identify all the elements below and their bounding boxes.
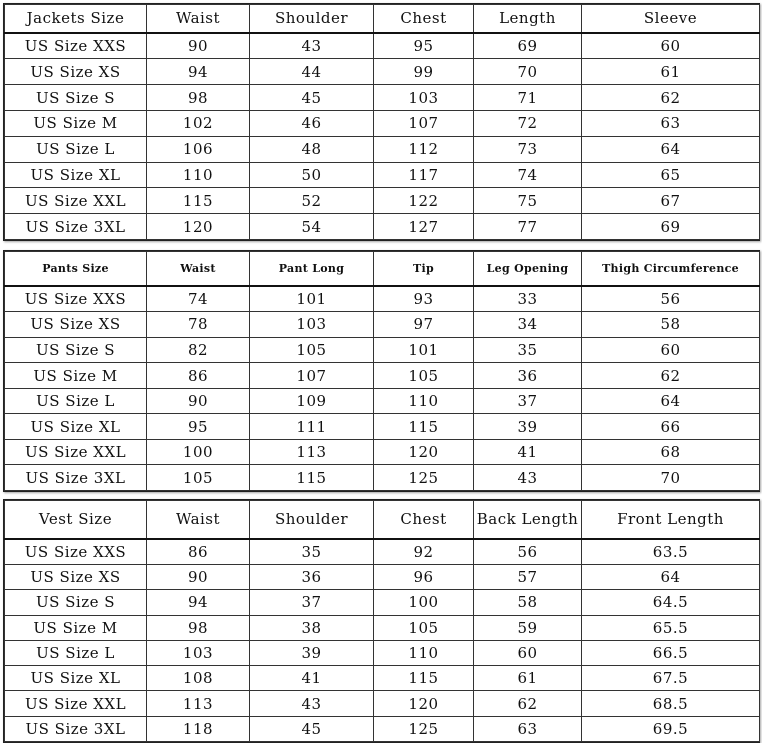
measurement-cell: 36 <box>474 363 582 389</box>
measurement-cell: 98 <box>147 615 250 640</box>
table-row <box>5 312 760 338</box>
measurement-cell: 61 <box>582 59 760 85</box>
size-label-cell: US Size XXS <box>5 33 147 59</box>
table-row <box>5 188 760 214</box>
measurement-cell: 52 <box>250 188 374 214</box>
vest-size-table <box>3 499 760 743</box>
table-row <box>5 162 760 188</box>
vest-table <box>4 500 760 742</box>
table-row <box>5 615 760 640</box>
measurement-cell: 56 <box>474 539 582 565</box>
measurement-cell: 95 <box>147 414 250 440</box>
measurement-cell: 78 <box>147 312 250 338</box>
measurement-cell: 70 <box>582 465 760 491</box>
measurement-cell: 90 <box>147 33 250 59</box>
size-label-cell: US Size XXL <box>5 691 147 716</box>
size-label-cell: US Size XXL <box>5 188 147 214</box>
table-row <box>5 214 760 240</box>
measurement-cell: 46 <box>250 111 374 137</box>
measurement-cell: 90 <box>147 564 250 589</box>
measurement-cell: 94 <box>147 590 250 615</box>
measurement-cell: 120 <box>374 691 474 716</box>
measurement-cell: 35 <box>250 539 374 565</box>
size-label-cell: US Size XL <box>5 162 147 188</box>
measurement-cell: 63 <box>582 111 760 137</box>
measurement-cell: 35 <box>474 337 582 363</box>
size-label-cell: US Size XL <box>5 666 147 691</box>
size-label-cell: US Size S <box>5 337 147 363</box>
measurement-cell: 39 <box>474 414 582 440</box>
pants-column-header: Leg Opening <box>474 252 582 286</box>
size-label-cell: US Size S <box>5 85 147 111</box>
size-label-cell: US Size XS <box>5 312 147 338</box>
vest-column-header: Shoulder <box>250 501 374 539</box>
measurement-cell: 100 <box>374 590 474 615</box>
table-row <box>5 111 760 137</box>
measurement-cell: 105 <box>250 337 374 363</box>
measurement-cell: 60 <box>582 33 760 59</box>
measurement-cell: 101 <box>250 286 374 312</box>
table-row <box>5 286 760 312</box>
measurement-cell: 44 <box>250 59 374 85</box>
measurement-cell: 54 <box>250 214 374 240</box>
measurement-cell: 68.5 <box>582 691 760 716</box>
measurement-cell: 103 <box>250 312 374 338</box>
measurement-cell: 56 <box>582 286 760 312</box>
measurement-cell: 99 <box>374 59 474 85</box>
measurement-cell: 74 <box>147 286 250 312</box>
jackets-column-header: Waist <box>147 5 250 33</box>
measurement-cell: 115 <box>374 414 474 440</box>
measurement-cell: 105 <box>374 615 474 640</box>
table-row <box>5 33 760 59</box>
measurement-cell: 108 <box>147 666 250 691</box>
measurement-cell: 64 <box>582 388 760 414</box>
measurement-cell: 90 <box>147 388 250 414</box>
size-label-cell: US Size L <box>5 640 147 665</box>
measurement-cell: 118 <box>147 716 250 741</box>
measurement-cell: 120 <box>147 214 250 240</box>
size-label-cell: US Size XXL <box>5 439 147 465</box>
measurement-cell: 62 <box>474 691 582 716</box>
measurement-cell: 127 <box>374 214 474 240</box>
jackets-table <box>4 4 760 240</box>
jackets-column-header: Shoulder <box>250 5 374 33</box>
measurement-cell: 92 <box>374 539 474 565</box>
measurement-cell: 107 <box>250 363 374 389</box>
measurement-cell: 38 <box>250 615 374 640</box>
table-row <box>5 414 760 440</box>
table-row <box>5 539 760 565</box>
pants-header-row <box>5 252 760 286</box>
measurement-cell: 115 <box>250 465 374 491</box>
measurement-cell: 71 <box>474 85 582 111</box>
vest-column-header: Front Length <box>582 501 760 539</box>
measurement-cell: 96 <box>374 564 474 589</box>
measurement-cell: 125 <box>374 465 474 491</box>
measurement-cell: 64.5 <box>582 590 760 615</box>
measurement-cell: 57 <box>474 564 582 589</box>
measurement-cell: 50 <box>250 162 374 188</box>
measurement-cell: 62 <box>582 363 760 389</box>
measurement-cell: 67 <box>582 188 760 214</box>
measurement-cell: 86 <box>147 363 250 389</box>
measurement-cell: 117 <box>374 162 474 188</box>
pants-column-header: Pant Long <box>250 252 374 286</box>
measurement-cell: 106 <box>147 136 250 162</box>
measurement-cell: 77 <box>474 214 582 240</box>
measurement-cell: 67.5 <box>582 666 760 691</box>
measurement-cell: 69.5 <box>582 716 760 741</box>
table-row <box>5 439 760 465</box>
measurement-cell: 98 <box>147 85 250 111</box>
measurement-cell: 65.5 <box>582 615 760 640</box>
measurement-cell: 64 <box>582 564 760 589</box>
size-label-cell: US Size M <box>5 111 147 137</box>
measurement-cell: 74 <box>474 162 582 188</box>
size-label-cell: US Size 3XL <box>5 214 147 240</box>
measurement-cell: 110 <box>374 640 474 665</box>
measurement-cell: 61 <box>474 666 582 691</box>
jackets-column-header: Sleeve <box>582 5 760 33</box>
measurement-cell: 110 <box>374 388 474 414</box>
vest-column-header: Waist <box>147 501 250 539</box>
size-label-cell: US Size 3XL <box>5 716 147 741</box>
measurement-cell: 105 <box>374 363 474 389</box>
measurement-cell: 72 <box>474 111 582 137</box>
pants-column-header: Pants Size <box>5 252 147 286</box>
measurement-cell: 86 <box>147 539 250 565</box>
measurement-cell: 68 <box>582 439 760 465</box>
measurement-cell: 33 <box>474 286 582 312</box>
table-row <box>5 85 760 111</box>
measurement-cell: 37 <box>250 590 374 615</box>
measurement-cell: 69 <box>474 33 582 59</box>
measurement-cell: 65 <box>582 162 760 188</box>
measurement-cell: 73 <box>474 136 582 162</box>
pants-size-table <box>3 250 760 492</box>
measurement-cell: 105 <box>147 465 250 491</box>
pants-column-header: Waist <box>147 252 250 286</box>
measurement-cell: 45 <box>250 716 374 741</box>
size-label-cell: US Size L <box>5 136 147 162</box>
table-row <box>5 666 760 691</box>
table-row <box>5 590 760 615</box>
measurement-cell: 48 <box>250 136 374 162</box>
size-label-cell: US Size XL <box>5 414 147 440</box>
measurement-cell: 111 <box>250 414 374 440</box>
pants-table <box>4 251 760 491</box>
measurement-cell: 58 <box>474 590 582 615</box>
size-label-cell: US Size S <box>5 590 147 615</box>
measurement-cell: 41 <box>250 666 374 691</box>
table-row <box>5 136 760 162</box>
measurement-cell: 69 <box>582 214 760 240</box>
measurement-cell: 60 <box>474 640 582 665</box>
table-row <box>5 564 760 589</box>
measurement-cell: 43 <box>250 33 374 59</box>
table-row <box>5 388 760 414</box>
jackets-header-row <box>5 5 760 33</box>
measurement-cell: 103 <box>374 85 474 111</box>
measurement-cell: 115 <box>374 666 474 691</box>
measurement-cell: 59 <box>474 615 582 640</box>
table-row <box>5 640 760 665</box>
measurement-cell: 113 <box>250 439 374 465</box>
table-row <box>5 691 760 716</box>
jackets-column-header: Length <box>474 5 582 33</box>
measurement-cell: 64 <box>582 136 760 162</box>
measurement-cell: 34 <box>474 312 582 338</box>
vest-column-header: Chest <box>374 501 474 539</box>
jackets-column-header: Chest <box>374 5 474 33</box>
measurement-cell: 107 <box>374 111 474 137</box>
table-row <box>5 465 760 491</box>
vest-column-header: Vest Size <box>5 501 147 539</box>
measurement-cell: 110 <box>147 162 250 188</box>
measurement-cell: 66 <box>582 414 760 440</box>
measurement-cell: 39 <box>250 640 374 665</box>
pants-column-header: Tip <box>374 252 474 286</box>
measurement-cell: 103 <box>147 640 250 665</box>
measurement-cell: 66.5 <box>582 640 760 665</box>
measurement-cell: 45 <box>250 85 374 111</box>
measurement-cell: 122 <box>374 188 474 214</box>
measurement-cell: 62 <box>582 85 760 111</box>
jackets-size-table <box>3 3 760 241</box>
measurement-cell: 43 <box>474 465 582 491</box>
measurement-cell: 112 <box>374 136 474 162</box>
table-row <box>5 363 760 389</box>
size-label-cell: US Size M <box>5 615 147 640</box>
measurement-cell: 101 <box>374 337 474 363</box>
measurement-cell: 75 <box>474 188 582 214</box>
table-row <box>5 716 760 741</box>
measurement-cell: 60 <box>582 337 760 363</box>
measurement-cell: 41 <box>474 439 582 465</box>
size-label-cell: US Size XS <box>5 59 147 85</box>
measurement-cell: 93 <box>374 286 474 312</box>
size-label-cell: US Size 3XL <box>5 465 147 491</box>
measurement-cell: 58 <box>582 312 760 338</box>
measurement-cell: 125 <box>374 716 474 741</box>
measurement-cell: 115 <box>147 188 250 214</box>
measurement-cell: 97 <box>374 312 474 338</box>
measurement-cell: 95 <box>374 33 474 59</box>
size-label-cell: US Size XS <box>5 564 147 589</box>
measurement-cell: 102 <box>147 111 250 137</box>
measurement-cell: 70 <box>474 59 582 85</box>
measurement-cell: 43 <box>250 691 374 716</box>
measurement-cell: 109 <box>250 388 374 414</box>
measurement-cell: 63.5 <box>582 539 760 565</box>
measurement-cell: 82 <box>147 337 250 363</box>
jackets-column-header: Jackets Size <box>5 5 147 33</box>
measurement-cell: 113 <box>147 691 250 716</box>
size-label-cell: US Size M <box>5 363 147 389</box>
size-label-cell: US Size L <box>5 388 147 414</box>
table-row <box>5 337 760 363</box>
measurement-cell: 94 <box>147 59 250 85</box>
measurement-cell: 63 <box>474 716 582 741</box>
measurement-cell: 100 <box>147 439 250 465</box>
measurement-cell: 36 <box>250 564 374 589</box>
vest-header-row <box>5 501 760 539</box>
pants-column-header: Thigh Circumference <box>582 252 760 286</box>
size-label-cell: US Size XXS <box>5 286 147 312</box>
vest-column-header: Back Length <box>474 501 582 539</box>
measurement-cell: 120 <box>374 439 474 465</box>
size-label-cell: US Size XXS <box>5 539 147 565</box>
table-row <box>5 59 760 85</box>
measurement-cell: 37 <box>474 388 582 414</box>
